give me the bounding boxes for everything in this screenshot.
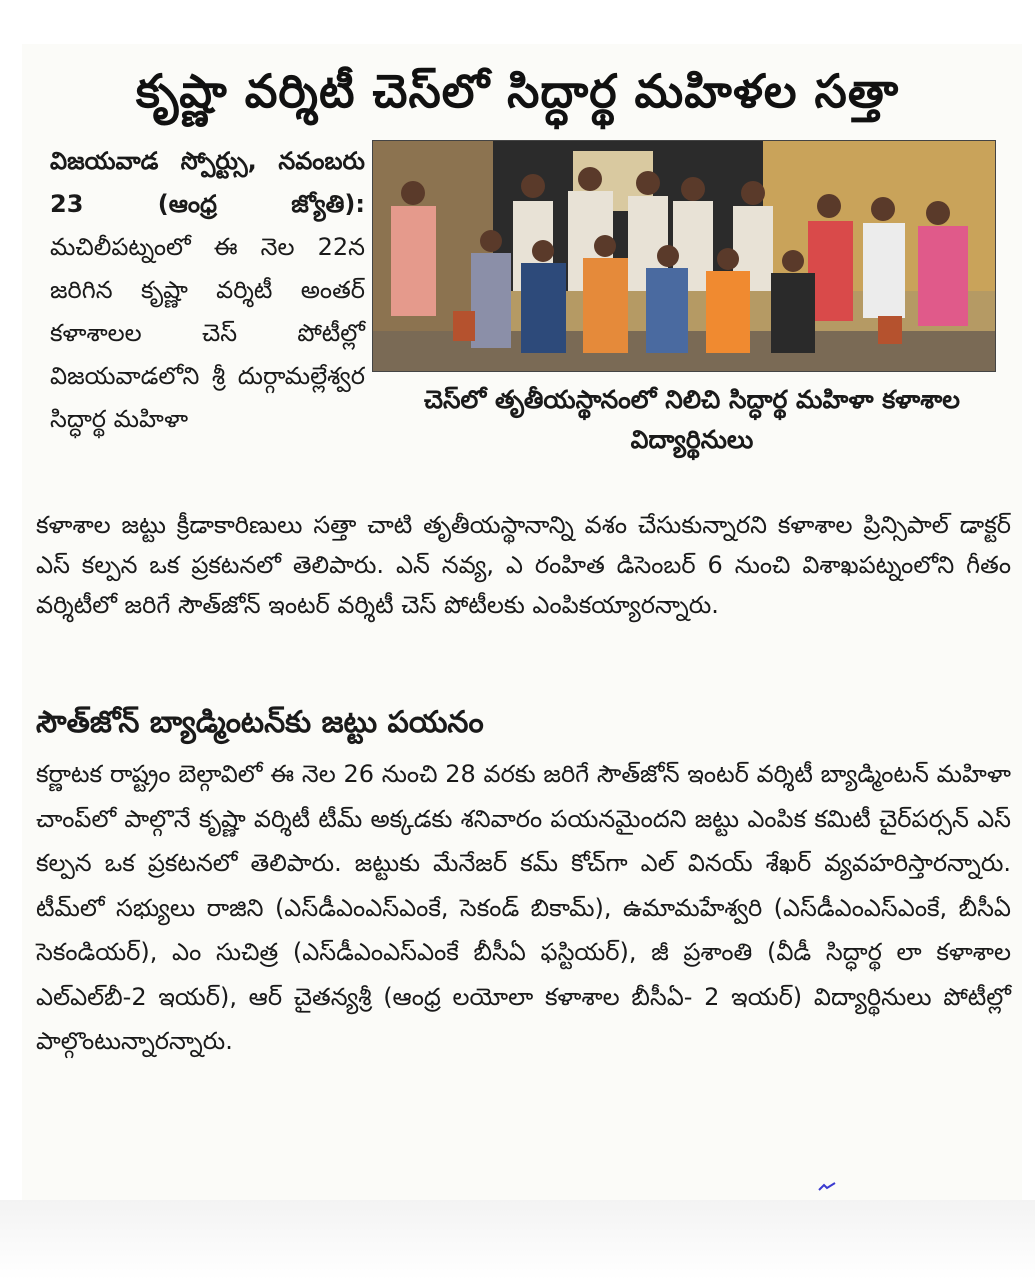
news-photo [372,140,996,372]
lead-column [50,140,365,441]
page-margin [0,1200,1035,1280]
article-headline: కృష్ణా వర్శిటీ చెస్‌లో సిద్ధార్థ మహిళల సత్తా [135,64,900,118]
body-paragraph: కళాశాల జట్టు క్రీడాకారిణులు సత్తా చాటి తృతీయస్థానాన్ని వశం చేసుకున్నారని కళాశాల ప్రిన్సిపాల్ డాక్టర్ ఎస్ కల్పన ఒక ప్రకటనలో తెలిపారు. ఎన్ నవ్య, ఎ రంహిత డిసెంబర్ 6 నుంచి విశాఖపట్నంలోని గీతం వర్శిటీలో జరిగే సౌత్‌జోన్ ఇంటర్ వర్శిటీ చెస్ పోటీలకు ఎంపికయ్యారన్నారు. [36,511,1011,619]
lead-paragraph: మచిలీపట్నంలో ఈ నెల 22న జరిగిన కృష్ణా వర్శిటీ అంతర్ కళాశాలల చెస్ పోటీల్లో విజయవాడలోని శ్రీ దుర్గామల్లేశ్వర సిద్ధార్థ మహిళా [50,233,365,433]
dateline-date: నవంబరు 23 (ఆంధ్ర జ్యోతి): [50,147,365,218]
subheadline: సౌత్‌జోన్ బ్యాడ్మింటన్‌కు జట్టు పయనం [36,705,484,740]
photo-caption: చెస్‌లో తృతీయస్థానంలో నిలిచి సిద్ధార్థ మహిళా కళాశాల విద్యార్థినులు [423,385,961,454]
pen-tick-mark-icon [818,1182,836,1192]
dateline-place: విజయవాడ స్పోర్ట్సు, [50,147,257,175]
group-photo-image [373,141,995,371]
second-story-paragraph: కర్ణాటక రాష్ట్రం బెల్గావిలో ఈ నెల 26 నుంచి 28 వరకు జరిగే సౌత్‌జోన్ ఇంటర్ వర్శిటీ బ్యాడ్మింటన్ మహిళా చాంప్‌లో పాల్గొనే కృష్ణా వర్శిటీ టీమ్ అక్కడకు శనివారం పయనమైందని జట్టు ఎంపిక కమిటీ చైర్‌పర్సన్ ఎస్ కల్పన ఒక ప్రకటనలో తెలిపారు. జట్టుకు మేనేజర్ కమ్ కోచ్‌గా ఎల్ వినయ్ శేఖర్ వ్యవహరిస్తారన్నారు. టీమ్‌లో సభ్యులు రాజిని (ఎస్‌డీఎంఎస్ఎంకే, సెకండ్ బికామ్), ఉమామహేశ్వరి (ఎస్‌డీఎంఎస్ఎంకే, బీసీఏ సెకండియర్), ఎం సుచిత్ర (ఎస్‌డీఎంఎస్ఎంకే బీసీఏ ఫస్టియర్), జీ ప్రశాంతి (వీడీ సిద్ధార్థ లా కళాశాల ఎల్ఎల్‌బీ-2 ఇయర్), ఆర్ చైతన్యశ్రీ (ఆంధ్ర లయోలా కళాశాల బీసీఏ- 2 ఇయర్) విద్యార్థినులు పోటీల్లో పాల్గొంటున్నారన్నారు. [36,760,1011,1055]
